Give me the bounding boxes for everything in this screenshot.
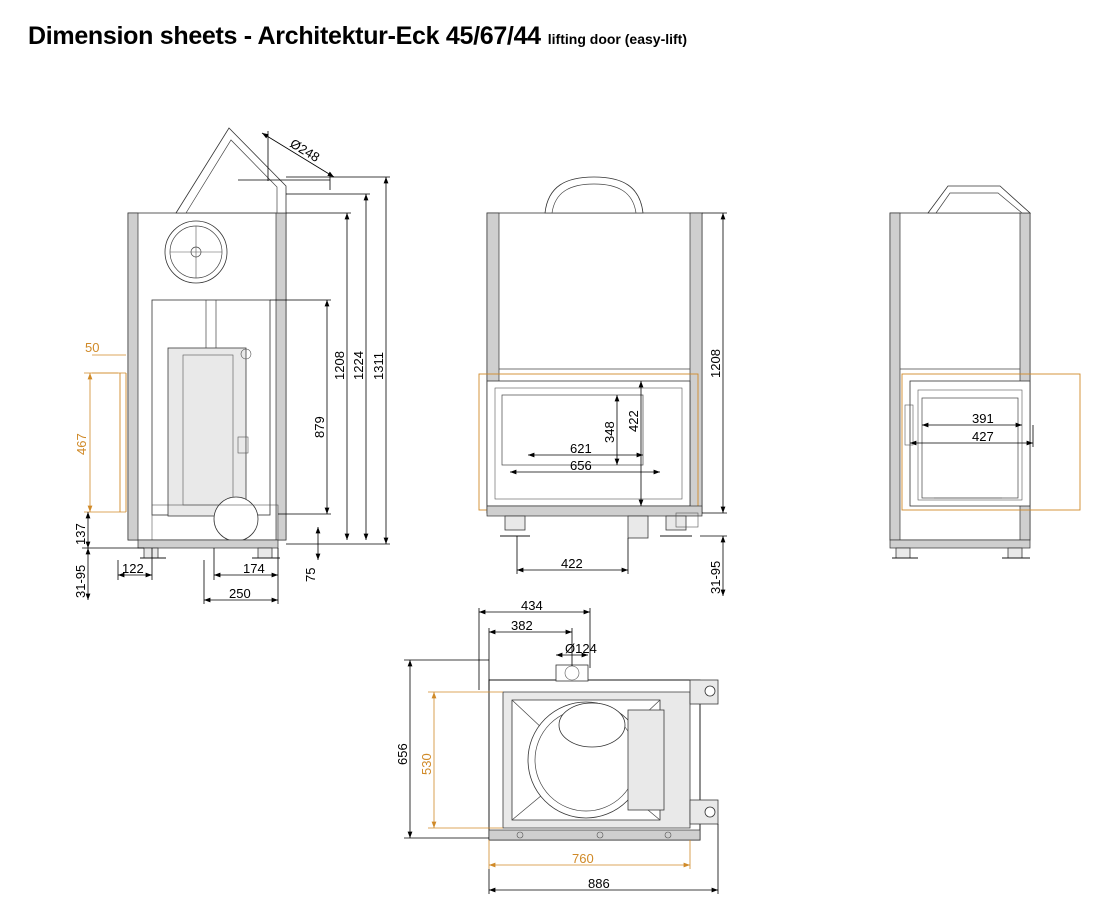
dim-122: 122 [122, 561, 144, 576]
dim-427: 427 [972, 429, 994, 444]
dim-31-95-left: 31-95 [73, 564, 88, 598]
dim-467: 467 [74, 433, 89, 455]
dim-d124: Ø124 [565, 641, 597, 656]
dim-422-bottom: 422 [561, 556, 583, 571]
dim-530: 530 [419, 753, 434, 775]
dim-1311: 1311 [371, 352, 386, 380]
page-title-sub: lifting door (easy-lift) [547, 31, 687, 47]
view-front [479, 177, 727, 596]
dim-656-top: 656 [395, 743, 410, 765]
dim-1208-side: 1208 [332, 351, 347, 380]
dim-391: 391 [972, 411, 994, 426]
dim-1224: 1224 [351, 351, 366, 380]
dim-75: 75 [303, 567, 318, 582]
dim-879: 879 [312, 416, 327, 438]
dim-1208-front: 1208 [708, 349, 723, 378]
view-top [395, 598, 718, 894]
dim-382: 382 [511, 618, 533, 633]
dim-137: 137 [73, 523, 88, 545]
dim-348: 348 [602, 421, 617, 443]
page-title-main: Dimension sheets - Architektur-Eck 45/67/44 [28, 22, 541, 50]
view-side-left [73, 128, 390, 604]
dim-174: 174 [243, 561, 265, 576]
dim-621: 621 [570, 441, 592, 456]
dim-31-95-front: 31-95 [708, 560, 723, 594]
dim-50: 50 [85, 340, 100, 355]
dim-886: 886 [588, 876, 610, 891]
dim-434: 434 [521, 598, 543, 613]
dim-656-front: 656 [570, 458, 592, 473]
dim-d248: Ø248 [287, 135, 323, 165]
view-side-right [890, 186, 1080, 558]
dim-760: 760 [572, 851, 594, 866]
dim-250: 250 [229, 586, 251, 601]
dim-422-v: 422 [626, 410, 641, 432]
